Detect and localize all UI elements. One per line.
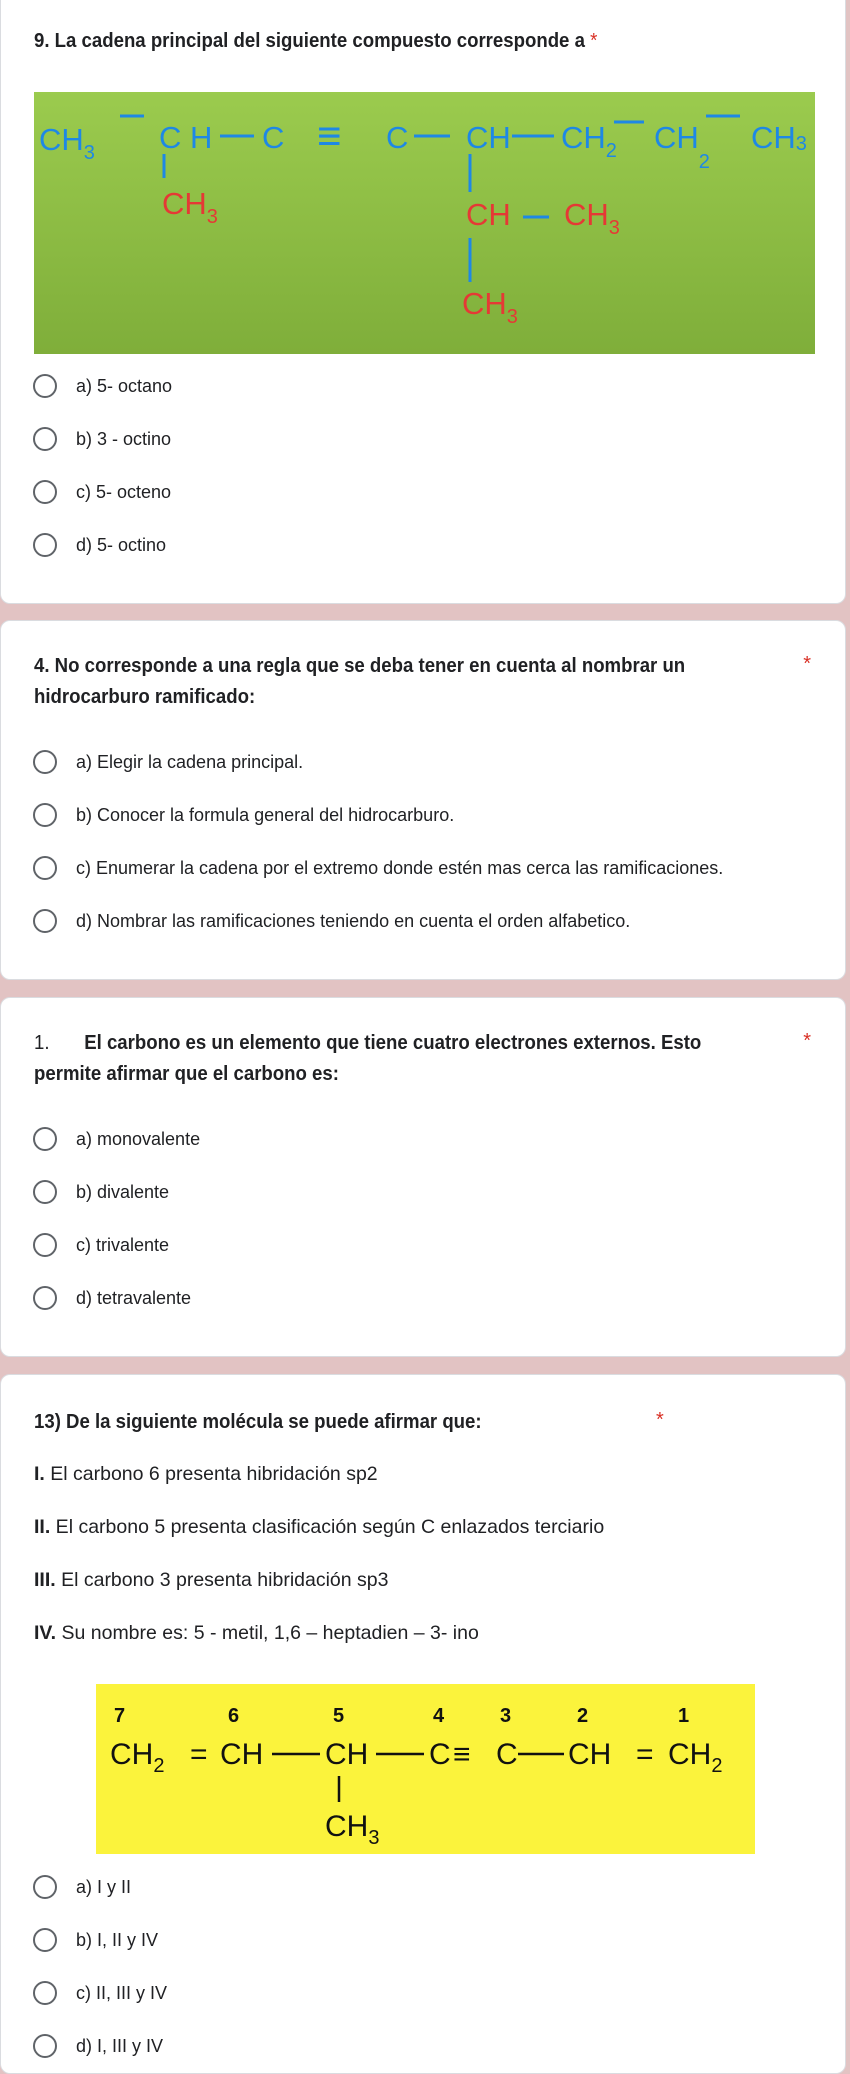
- formula-methyl-branch-1: $CH_3$: [162, 186, 218, 228]
- option-a[interactable]: a) I y II: [33, 1872, 131, 1902]
- required-asterisk: *: [803, 1030, 811, 1052]
- formula-c-left: C: [262, 120, 285, 155]
- radio-button[interactable]: [33, 1286, 57, 1310]
- question-title: 4. No corresponde a una regla que se deba tener en cuenta al nombrar un hidrocarburo ramificado:: [34, 655, 686, 708]
- option-d[interactable]: d) tetravalente: [33, 1283, 191, 1313]
- formula-c-right: C: [386, 120, 409, 155]
- option-d[interactable]: d) Nombrar las ramificaciones teniendo en cuenta el orden alfabetico.: [33, 906, 630, 936]
- formula-triple-bond: ≡: [317, 112, 342, 159]
- carbon-number-4: 4: [433, 1705, 445, 1727]
- formula-ch-5: CH: [325, 1738, 369, 1771]
- statement-4: IV. Su nombre es: 5 - metil, 1,6 – heptadien – 3- ino: [34, 1622, 479, 1644]
- statement-3: III. El carbono 3 presenta hibridación sp3: [34, 1569, 389, 1591]
- formula-ch3-left: $CH_3$: [39, 122, 95, 164]
- radio-button[interactable]: [33, 2034, 57, 2058]
- radio-button[interactable]: [33, 856, 57, 880]
- radio-button[interactable]: [33, 1981, 57, 2005]
- option-a[interactable]: a) monovalente: [33, 1124, 200, 1154]
- formula-ch2-a: $CH_2$: [561, 120, 617, 162]
- formula-double-bond-1: =: [190, 1738, 208, 1771]
- formula-ch2-b: $CH_2$: [654, 120, 710, 173]
- option-b[interactable]: b) Conocer la formula general del hidrocarburo.: [33, 800, 454, 830]
- formula-methyl-branch-2: $CH_3$: [462, 286, 518, 328]
- option-a[interactable]: a) Elegir la cadena principal.: [33, 747, 303, 777]
- radio-button[interactable]: [33, 1233, 57, 1257]
- option-c[interactable]: c) trivalente: [33, 1230, 169, 1260]
- question-card-1: [0, 997, 846, 1357]
- option-c[interactable]: c) Enumerar la cadena por el extremo donde estén mas cerca las ramificaciones.: [33, 853, 723, 883]
- formula-c-3: C: [496, 1738, 518, 1771]
- question-card-9: [0, 0, 846, 604]
- carbon-number-2: 2: [577, 1705, 589, 1727]
- required-asterisk: *: [656, 1409, 664, 1431]
- statement-2: II. El carbono 5 presenta clasificación según C enlazados terciario: [34, 1516, 605, 1538]
- formula-ch2-7: $CH_2$: [110, 1738, 165, 1777]
- question-title: 9. La cadena principal del siguiente compuesto corresponde a *: [34, 30, 598, 52]
- carbon-number-6: 6: [228, 1705, 240, 1727]
- formula-image-heptadienyne: [96, 1684, 755, 1854]
- question-card-13: [0, 1374, 846, 2074]
- carbon-number-5: 5: [333, 1705, 345, 1727]
- formula-ch-branch: CH: [466, 120, 511, 155]
- formula-ch3-right: CH3: [751, 120, 807, 155]
- radio-button[interactable]: [33, 803, 57, 827]
- radio-button[interactable]: [33, 1875, 57, 1899]
- statement-1: I. El carbono 6 presenta hibridación sp2: [34, 1463, 378, 1485]
- radio-button[interactable]: [33, 750, 57, 774]
- required-asterisk: *: [590, 30, 598, 52]
- formula-ch2-1: $CH_2$: [668, 1738, 723, 1777]
- carbon-number-7: 7: [114, 1705, 126, 1727]
- formula-ch-2: CH: [568, 1738, 612, 1771]
- question-card-4: [0, 620, 846, 980]
- option-b[interactable]: b) divalente: [33, 1177, 169, 1207]
- formula-triple-bond: ≡: [453, 1738, 471, 1771]
- radio-button[interactable]: [33, 374, 57, 398]
- radio-button[interactable]: [33, 1127, 57, 1151]
- carbon-number-3: 3: [500, 1705, 512, 1727]
- radio-button[interactable]: [33, 1180, 57, 1204]
- formula-image-branched-alkyne: [34, 92, 815, 354]
- formula-methyl: $CH_3$: [325, 1810, 380, 1849]
- formula-ch-sub: CH: [466, 197, 511, 232]
- formula-ch: C H: [159, 120, 213, 155]
- question-title: 1. El carbono es un elemento que tiene cuatro electrones externos. Esto permite afirmar que el carbono es:: [34, 1032, 702, 1085]
- formula-c-4: C: [429, 1738, 451, 1771]
- option-b[interactable]: b) I, II y IV: [33, 1925, 158, 1955]
- radio-button[interactable]: [33, 909, 57, 933]
- option-a[interactable]: a) 5- octano: [33, 371, 172, 401]
- formula-ch-6: CH: [220, 1738, 264, 1771]
- option-d[interactable]: d) I, III y IV: [33, 2031, 163, 2061]
- option-c[interactable]: c) 5- octeno: [33, 477, 171, 507]
- option-b[interactable]: b) 3 - octino: [33, 424, 171, 454]
- radio-button[interactable]: [33, 1928, 57, 1952]
- formula-double-bond-2: =: [636, 1738, 654, 1771]
- option-c[interactable]: c) II, III y IV: [33, 1978, 167, 2008]
- formula-ethyl-ch3: $CH_3$: [564, 197, 620, 239]
- carbon-number-1: 1: [678, 1705, 690, 1727]
- option-d[interactable]: d) 5- octino: [33, 530, 166, 560]
- question-title: 13) De la siguiente molécula se puede afirmar que:: [34, 1411, 482, 1433]
- radio-button[interactable]: [33, 427, 57, 451]
- radio-button[interactable]: [33, 533, 57, 557]
- radio-button[interactable]: [33, 480, 57, 504]
- required-asterisk: *: [803, 653, 811, 675]
